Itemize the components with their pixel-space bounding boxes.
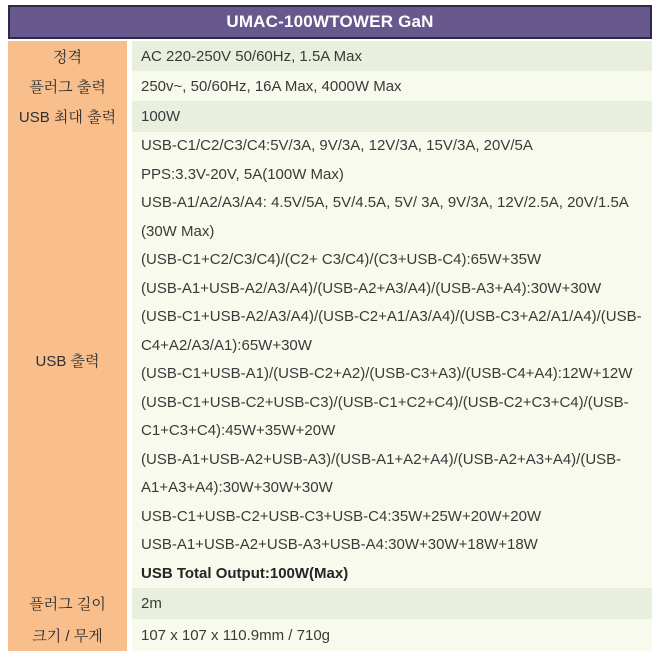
spec-line: (USB-C1+USB-A2/A3/A4)/(USB-C2+A1/A3/A4)/(USB-C3+A2/A1/A4)/(USB-C4+A2/A3/A1):65W+30W <box>141 308 642 354</box>
spec-line: USB-C1/C2/C3/C4:5V/3A, 9V/3A, 12V/3A, 15V/3A, 20V/5A <box>141 137 533 154</box>
spec-line: (USB-A1+USB-A2+USB-A3)/(USB-A1+A2+A4)/(USB-A2+A3+A4)/(USB-A1+A3+A4):30W+30W+30W <box>141 450 622 496</box>
spec-line: USB Total Output:100W(Max) <box>141 564 349 582</box>
row-value <box>132 41 652 71</box>
spec-row-plug-length <box>8 588 652 619</box>
spec-line: 107 x 107 x 110.9mm / 710g <box>141 626 331 644</box>
spec-row-rating <box>8 41 652 71</box>
spec-line: 2m <box>141 595 162 612</box>
row-label: 크기 / 무게 <box>8 619 127 651</box>
spec-line: (USB-A1+USB-A2/A3/A4)/(USB-A2+A3/A4)/(USB-A3+A4):30W+30W <box>141 279 602 297</box>
row-label: 플러그 출력 <box>8 71 127 101</box>
spec-row-usb-output <box>8 132 652 588</box>
spec-line: USB-A1/A2/A3/A4: 4.5V/5A, 5V/4.5A, 5V/ 3A, 9V/3A, 12V/2.5A, 20V/1.5A (30W Max) <box>141 194 628 240</box>
spec-line: (USB-C1+C2/C3/C4)/(C2+ C3/C4)/(C3+USB-C4):65W+35W <box>141 251 542 268</box>
spec-line: (USB-C1+USB-C2+USB-C3)/(USB-C1+C2+C4)/(USB-C2+C3+C4)/(USB-C1+C3+C4):45W+35W+20W <box>141 393 629 439</box>
spec-row-size-weight <box>8 619 652 651</box>
product-title-header <box>8 5 652 39</box>
product-title: UMAC-100WTOWER GaN <box>226 12 434 31</box>
row-label: 플러그 길이 <box>8 588 127 619</box>
spec-row-plug-output <box>8 71 652 101</box>
product-spec-table <box>8 5 652 651</box>
row-label: 정격 <box>8 41 127 71</box>
spec-line: PPS:3.3V-20V, 5A(100W Max) <box>141 165 344 183</box>
row-label: USB 최대 출력 <box>8 101 127 132</box>
spec-line: USB-C1+USB-C2+USB-C3+USB-C4:35W+25W+20W+20W <box>141 507 542 525</box>
spec-line: 100W <box>141 108 181 125</box>
spec-row-usb-max-output <box>8 101 652 132</box>
row-value <box>132 71 652 101</box>
row-value <box>132 619 652 651</box>
spec-line: (USB-C1+USB-A1)/(USB-C2+A2)/(USB-C3+A3)/(USB-C4+A4):12W+12W <box>141 365 633 382</box>
row-value <box>132 588 652 619</box>
spec-line: AC 220-250V 50/60Hz, 1.5A Max <box>141 47 362 65</box>
spec-line: 250v~, 50/60Hz, 16A Max, 4000W Max <box>141 77 402 95</box>
row-value <box>132 132 652 588</box>
row-label: USB 출력 <box>8 132 127 588</box>
row-value <box>132 101 652 132</box>
spec-line: USB-A1+USB-A2+USB-A3+USB-A4:30W+30W+18W+18W <box>141 536 538 553</box>
